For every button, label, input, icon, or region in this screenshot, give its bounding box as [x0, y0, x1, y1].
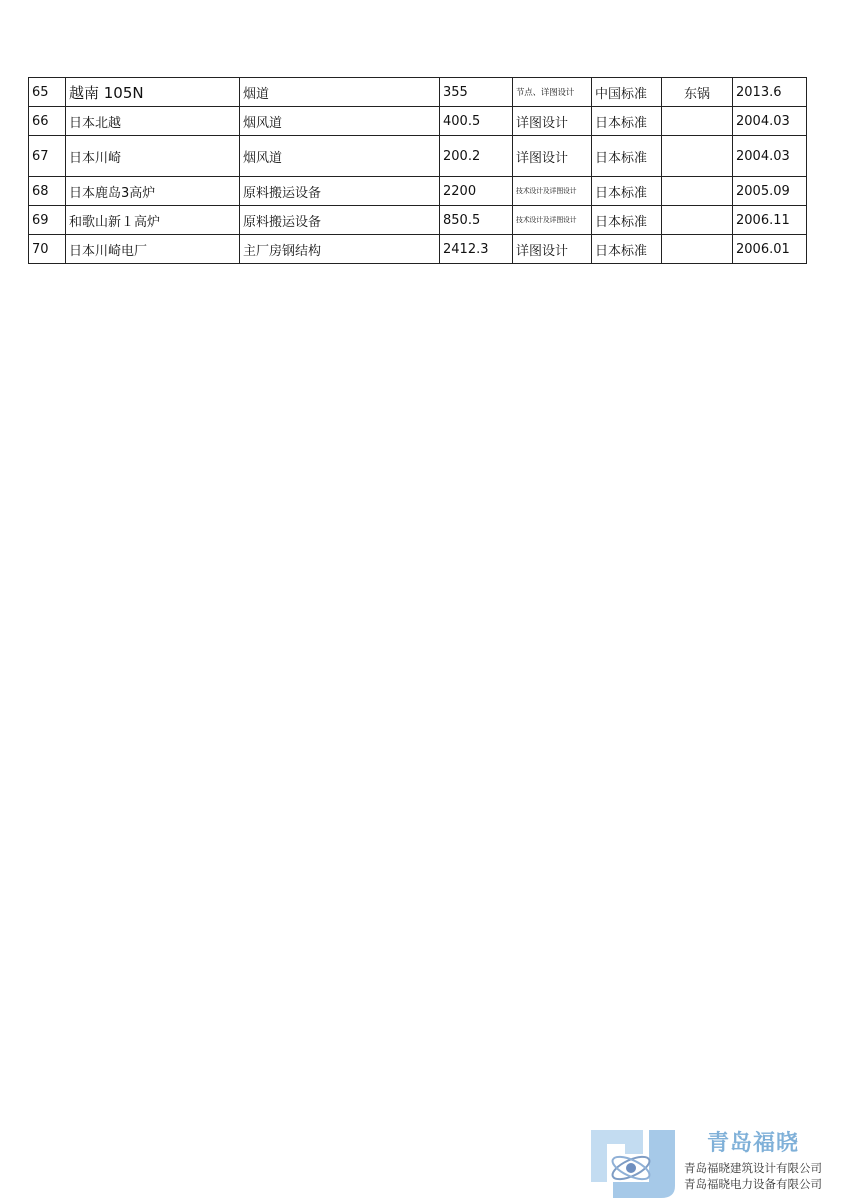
design-standard: 日本标准 [592, 235, 662, 264]
project-weight: 850.5 [440, 206, 513, 235]
client [662, 177, 733, 206]
company-logo-icon [583, 1124, 683, 1200]
row-number: 67 [29, 136, 66, 177]
project-weight: 200.2 [440, 136, 513, 177]
company-name-line1: 青岛福晓建筑设计有限公司 [684, 1161, 822, 1175]
project-type: 主厂房钢结构 [240, 235, 440, 264]
project-weight: 2412.3 [440, 235, 513, 264]
project-table [28, 77, 807, 264]
client [662, 107, 733, 136]
project-weight: 2200 [440, 177, 513, 206]
project-name: 日本鹿岛3高炉 [66, 177, 240, 206]
design-standard: 日本标准 [592, 206, 662, 235]
company-name-line2: 青岛福晓电力设备有限公司 [684, 1177, 822, 1191]
project-date: 2006.01 [733, 235, 807, 264]
project-name: 日本北越 [66, 107, 240, 136]
row-number: 70 [29, 235, 66, 264]
row-number: 65 [29, 78, 66, 107]
project-table-container [28, 77, 804, 264]
project-name: 越南 105N [66, 78, 240, 107]
design-scope: 技术设计及详图设计 [513, 177, 592, 206]
design-scope: 详图设计 [513, 235, 592, 264]
table-row [29, 136, 807, 177]
project-date: 2006.11 [733, 206, 807, 235]
company-brand-name: 青岛福晓 [707, 1131, 800, 1156]
project-date: 2005.09 [733, 177, 807, 206]
client: 东锅 [662, 78, 733, 107]
project-date: 2013.6 [733, 78, 807, 107]
project-type: 烟风道 [240, 136, 440, 177]
project-weight: 355 [440, 78, 513, 107]
design-scope: 技术设计及详图设计 [513, 206, 592, 235]
client [662, 235, 733, 264]
row-number: 69 [29, 206, 66, 235]
table-row [29, 235, 807, 264]
project-type: 原料搬运设备 [240, 177, 440, 206]
project-type: 烟风道 [240, 107, 440, 136]
project-date: 2004.03 [733, 107, 807, 136]
design-standard: 日本标准 [592, 136, 662, 177]
project-name: 日本川崎 [66, 136, 240, 177]
company-logo [583, 1120, 848, 1200]
table-row [29, 177, 807, 206]
client [662, 136, 733, 177]
table-row [29, 107, 807, 136]
client [662, 206, 733, 235]
project-date: 2004.03 [733, 136, 807, 177]
table-row [29, 78, 807, 107]
design-scope: 节点、详图设计 [513, 78, 592, 107]
project-type: 烟道 [240, 78, 440, 107]
row-number: 68 [29, 177, 66, 206]
table-row [29, 206, 807, 235]
design-standard: 日本标准 [592, 177, 662, 206]
project-name: 和歌山新１高炉 [66, 206, 240, 235]
design-scope: 详图设计 [513, 136, 592, 177]
project-weight: 400.5 [440, 107, 513, 136]
design-standard: 日本标准 [592, 107, 662, 136]
design-standard: 中国标准 [592, 78, 662, 107]
row-number: 66 [29, 107, 66, 136]
design-scope: 详图设计 [513, 107, 592, 136]
project-type: 原料搬运设备 [240, 206, 440, 235]
project-name: 日本川崎电厂 [66, 235, 240, 264]
